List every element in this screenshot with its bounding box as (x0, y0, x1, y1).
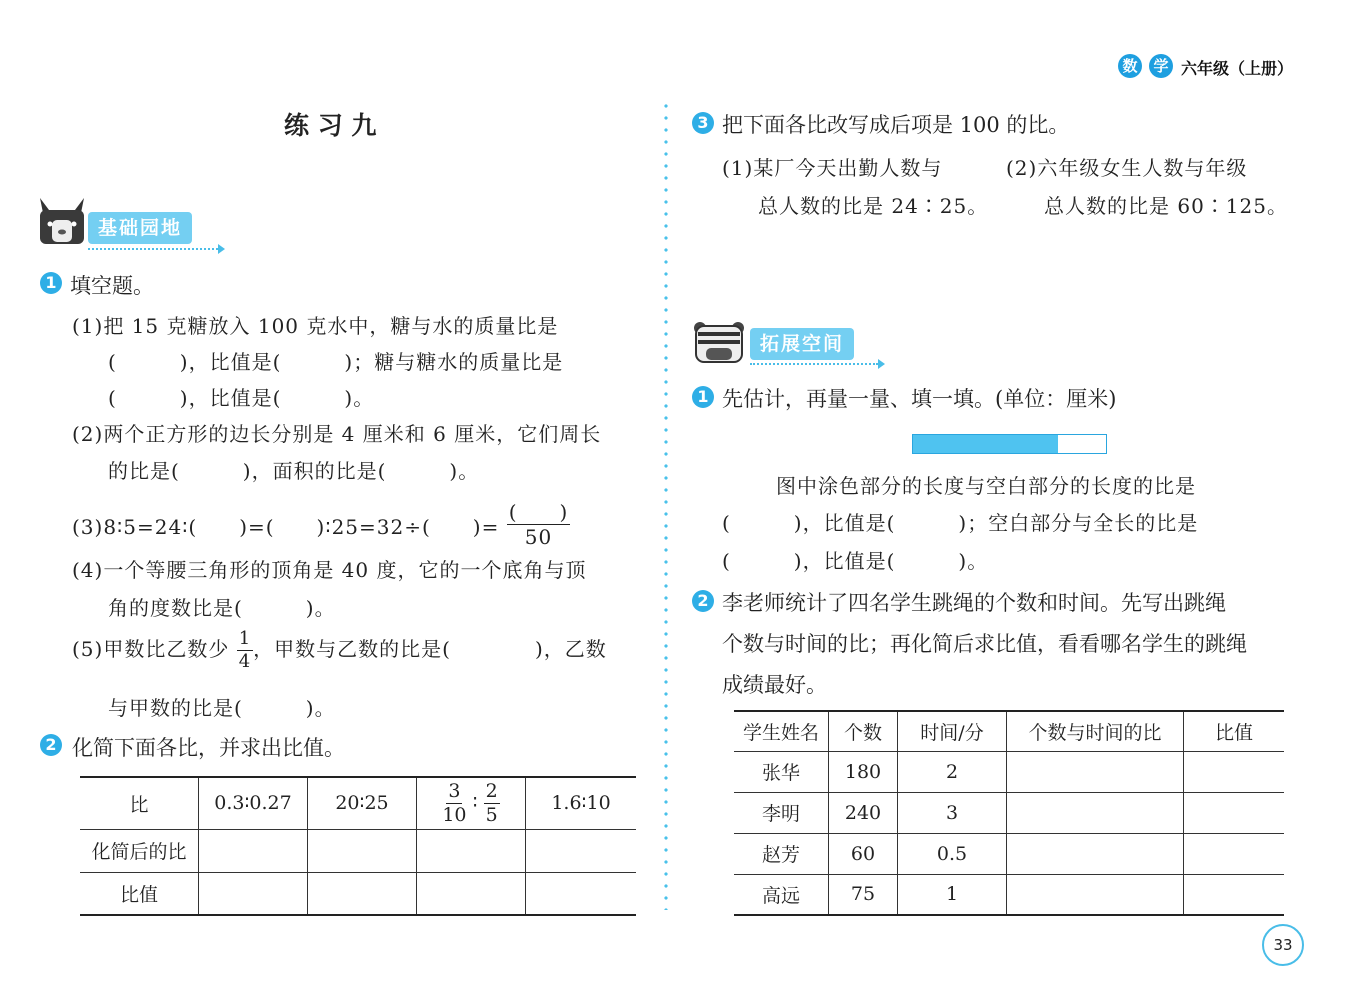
arrow-icon (218, 244, 225, 254)
q1-part5-line2: 与甲数的比是( )。 (108, 696, 336, 720)
time-cell: 1 (898, 874, 1007, 915)
answer-cell[interactable] (1007, 874, 1184, 915)
table-row (734, 874, 1284, 915)
answer-cell[interactable] (1184, 874, 1285, 915)
fraction-numerator: 2 (485, 779, 498, 802)
fraction-numerator: 3 (448, 779, 461, 802)
q1-part1-line2: ( )，比值是( )；糖与糖水的质量比是 (108, 350, 564, 374)
table-row (734, 751, 1284, 792)
q1-part4-line2: 角的度数比是( )。 (108, 596, 336, 620)
e1-line2: ( )，比值是( )；空白部分与全长的比是 (722, 511, 1199, 535)
q3-part1-line1: (1)某厂今天出勤人数与 (722, 156, 943, 180)
ratio-table (80, 776, 636, 916)
fraction-denominator: 4 (238, 651, 252, 672)
q3-part1-line2: 总人数的比是 24∶25。 (758, 194, 989, 218)
table-cell: 1.6∶10 (526, 777, 637, 829)
answer-cell[interactable] (199, 872, 308, 915)
q1-part5-text-b: ，甲数与乙数的比是( )，乙数 (253, 637, 607, 661)
q1-part5-line1 (72, 630, 607, 671)
page-number: 33 (1262, 924, 1304, 966)
q1-part1-line3: ( )，比值是( )。 (108, 386, 375, 410)
table-cell: 20∶25 (308, 777, 417, 829)
student-name: 张华 (734, 751, 829, 792)
question-number-badge: 2 (692, 590, 714, 612)
subject-badge-1: 数 (1118, 54, 1142, 78)
fraction (507, 502, 571, 547)
q1-part2-line2: 的比是( )，面积的比是( )。 (108, 459, 480, 483)
table-header-row (734, 711, 1284, 751)
table-row-head: 比 (80, 777, 199, 829)
q3-part2-line1: (2)六年级女生人数与年级 (1006, 156, 1248, 180)
q1-part3 (72, 500, 570, 551)
table-cell (417, 777, 526, 829)
answer-cell[interactable] (308, 872, 417, 915)
answer-cell[interactable] (1184, 833, 1285, 874)
q1-part3-text: (3)8∶5=24∶( )=( )∶25=32÷( )= (72, 515, 500, 539)
page-title: 练 习 九 (284, 111, 377, 140)
count-cell: 60 (829, 833, 898, 874)
table-header: 时间/分 (898, 711, 1007, 751)
section-tag-basic: 基础园地 (88, 212, 192, 244)
q2-title: 化简下面各比，并求出比值。 (72, 736, 345, 760)
q1-part4-line1: (4)一个等腰三角形的顶角是 40 度，它的一个底角与顶 (72, 558, 587, 582)
e2-line3: 成绩最好。 (722, 673, 827, 697)
answer-cell[interactable] (1184, 792, 1285, 833)
fraction (442, 779, 467, 826)
table-header: 比值 (1184, 711, 1285, 751)
fraction (237, 630, 253, 671)
question-number-badge: 2 (40, 734, 62, 756)
fraction-numerator: 1 (238, 628, 252, 649)
e2-line2: 个数与时间的比；再化简后求比值，看看哪名学生的跳绳 (722, 632, 1247, 656)
e1-title: 先估计，再量一量、填一填。(单位：厘米) (722, 387, 1117, 411)
e1-line1: 图中涂色部分的长度与空白部分的长度的比是 (776, 474, 1196, 498)
mascot-icon (36, 196, 88, 246)
e1-line3: ( )，比值是( )。 (722, 549, 989, 573)
q1-part2-line1: (2)两个正方形的边长分别是 4 厘米和 6 厘米，它们周长 (72, 422, 602, 446)
fraction-denominator: 10 (442, 803, 467, 826)
q3-part2-line2: 总人数的比是 60∶125。 (1044, 194, 1288, 218)
question-number-badge: 1 (40, 272, 62, 294)
measure-bar-fill (913, 435, 1058, 453)
time-cell: 0.5 (898, 833, 1007, 874)
measure-bar (912, 434, 1107, 454)
zebra-mascot-icon (692, 320, 746, 364)
table-header: 个数与时间的比 (1007, 711, 1184, 751)
table-header: 学生姓名 (734, 711, 829, 751)
table-row (80, 829, 636, 872)
q3-title: 把下面各比改写成后项是 100 的比。 (722, 113, 1070, 137)
count-cell: 240 (829, 792, 898, 833)
grade-label: 六年级（上册） (1181, 59, 1294, 78)
answer-cell[interactable] (417, 829, 526, 872)
time-cell: 3 (898, 792, 1007, 833)
answer-cell[interactable] (526, 872, 637, 915)
section-underline (88, 248, 218, 250)
arrow-icon (878, 359, 885, 369)
question-number-badge: 3 (692, 112, 714, 134)
answer-cell[interactable] (199, 829, 308, 872)
question-number-badge: 1 (692, 386, 714, 408)
fraction (484, 779, 500, 826)
q1-part1-line1: (1)把 15 克糖放入 100 克水中，糖与水的质量比是 (72, 314, 559, 338)
student-name: 李明 (734, 792, 829, 833)
answer-cell[interactable] (1007, 792, 1184, 833)
table-cell: 0.3∶0.27 (199, 777, 308, 829)
answer-cell[interactable] (1184, 751, 1285, 792)
count-cell: 180 (829, 751, 898, 792)
ratio-sign: ∶ (472, 791, 478, 814)
jump-rope-table (734, 710, 1284, 916)
q1-part5-text-a: (5)甲数比乙数少 (72, 637, 230, 661)
table-row (80, 777, 636, 829)
table-row-head: 化简后的比 (80, 829, 199, 872)
count-cell: 75 (829, 874, 898, 915)
time-cell: 2 (898, 751, 1007, 792)
student-name: 赵芳 (734, 833, 829, 874)
answer-cell[interactable] (1007, 751, 1184, 792)
table-header: 个数 (829, 711, 898, 751)
section-underline (750, 363, 878, 365)
answer-cell[interactable] (1007, 833, 1184, 874)
table-row-head: 比值 (80, 872, 199, 915)
answer-cell[interactable] (308, 829, 417, 872)
e2-line1: 李老师统计了四名学生跳绳的个数和时间。先写出跳绳 (722, 591, 1226, 615)
fraction-numerator: ( ) (508, 500, 569, 524)
answer-cell[interactable] (526, 829, 637, 872)
subject-badge-2: 学 (1149, 54, 1173, 78)
q1-title: 填空题。 (70, 274, 154, 298)
page-divider (663, 100, 669, 910)
fraction-denominator: 50 (524, 525, 553, 549)
answer-cell[interactable] (417, 872, 526, 915)
table-row (734, 792, 1284, 833)
student-name: 高远 (734, 874, 829, 915)
fraction-denominator: 5 (485, 803, 498, 826)
table-row (80, 872, 636, 915)
section-tag-extension: 拓展空间 (750, 328, 854, 360)
table-row (734, 833, 1284, 874)
